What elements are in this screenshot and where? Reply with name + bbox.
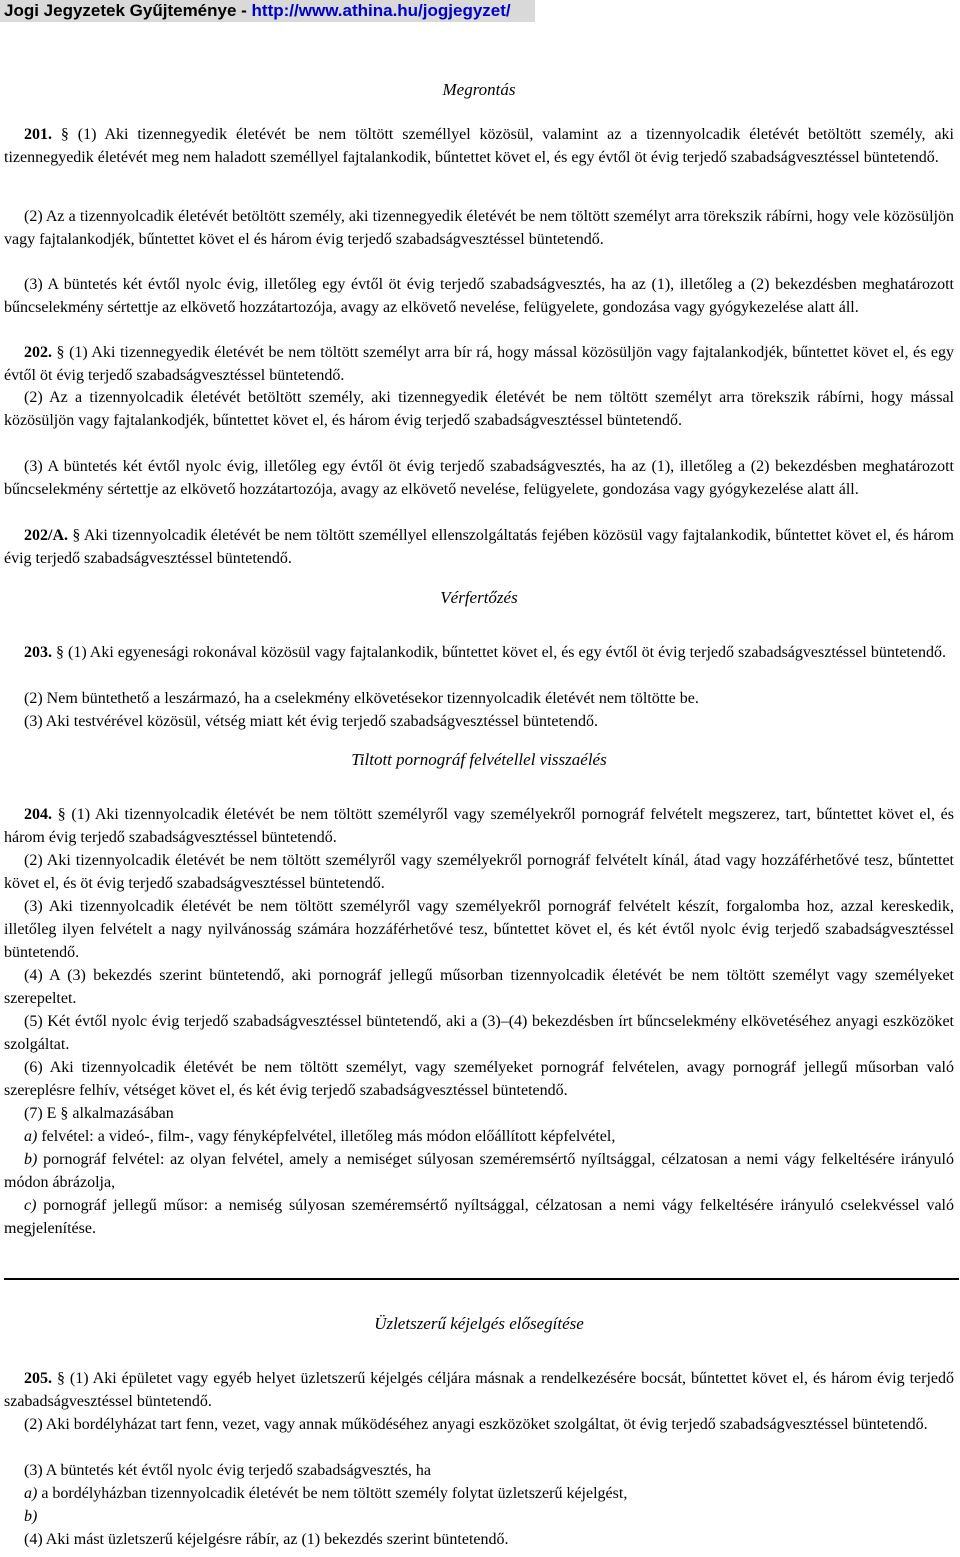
- list-text: pornográf felvétel: az olyan felvétel, amely a nemiséget súlyosan szeméremsértő nyíltsággal, célzatosan a nemi vágy felkeltésére irányuló módon ábrázolja,: [4, 1151, 954, 1191]
- paragraph-202-2: (2) Az a tizennyolcadik életévét betöltött személy, aki tizennegyedik életévét be nem töltött személyt arra törekszik rábírni, hogy mással közösüljön vagy fajtalankodjék, bűntettet követ el, és három évig terjedő szabadságvesztéssel büntetendő.: [4, 389, 954, 429]
- paragraph-text: § (1) Aki épületet vagy egyéb helyet üzletszerű kéjelgés céljára másnak a rendelkezésére bocsát, bűntettet követ el, és három évig terjedő szabadságvesztéssel büntetendő.: [4, 1370, 954, 1410]
- paragraph-204-5: (5) Két évtől nyolc évig terjedő szabadságvesztéssel büntetendő, aki a (3)–(4) bekezdésben írt bűncselekmény elkövetéséhez anyagi eszközöket szolgáltat.: [4, 1013, 954, 1053]
- section-number-201: 201.: [24, 126, 52, 143]
- list-label: a): [24, 1128, 38, 1145]
- paragraph-204-1: [4, 803, 954, 849]
- definition-204-b: [4, 1148, 954, 1194]
- paragraph-text: § (1) Aki tizennegyedik életévét be nem töltött személlyel közösül, valamint az a tizennyolcadik életévét betöltött személy, aki tizennegyedik életévét meg nem haladott személlyel fajtalankodik, bűntettet követ el, és egy évtől öt évig terjedő szabadságvesztéssel büntetendő.: [4, 126, 954, 166]
- list-label: a): [24, 1485, 38, 1502]
- paragraph-204-7: (7) E § alkalmazásában: [24, 1105, 174, 1122]
- paragraph-205-2: (2) Aki bordélyházat tart fenn, vezet, vagy annak működéséhez anyagi eszközöket szolgáltat, öt évig terjedő szabadságvesztéssel büntetendő.: [24, 1416, 928, 1433]
- paragraph-text: § (1) Aki tizennegyedik életévét be nem töltött személyt arra bír rá, hogy mással közösüljön vagy fajtalankodjék, bűntettet követ el, és egy évtől öt évig terjedő szabadságvesztéssel büntetendő.: [4, 344, 954, 384]
- page-header: [0, 0, 535, 22]
- list-text: a bordélyházban tizennyolcadik életévét be nem töltött személy folytat üzletszerű kéjelgést,: [37, 1485, 628, 1502]
- list-label: b): [24, 1508, 38, 1525]
- section-heading-pornograf: Tiltott pornográf felvétellel visszaélés: [351, 750, 607, 769]
- paragraph-201-2: (2) Az a tizennyolcadik életévét betöltött személy, aki tizennegyedik életévét be nem töltött személyt arra törekszik rábírni, hogy vele közösüljön vagy fajtalankodjék, bűntettet követ el és három évig terjedő szabadságvesztéssel büntetendő.: [4, 208, 954, 248]
- paragraph-201-1: [4, 123, 954, 169]
- paragraph-203-1: [4, 641, 954, 664]
- definition-205-b: [4, 1505, 954, 1528]
- paragraph-205-1: [4, 1367, 954, 1413]
- definition-205-a: [4, 1482, 954, 1505]
- paragraph-204-4: (4) A (3) bekezdés szerint büntetendő, aki pornográf jellegű műsorban tizennyolcadik életévét be nem töltött személyt vagy személyeket szerepeltet.: [4, 967, 954, 1007]
- paragraph-text: § Aki tizennyolcadik életévét be nem töltött személlyel ellenszolgáltatás fejében közösül vagy fajtalankodik, bűntettet követ el, és három évig terjedő szabadságvesztéssel büntetendő.: [4, 527, 954, 567]
- paragraph-203-2: (2) Nem büntethető a leszármazó, ha a cselekmény elkövetésekor tizennyolcadik életévét nem töltötte be.: [24, 690, 699, 707]
- list-text: felvétel: a videó-, film-, vagy fényképfelvétel, illetőleg más módon előállított képfelvétel,: [37, 1128, 616, 1145]
- header-site-name: Jogi Jegyzetek Gyűjteménye -: [4, 1, 252, 20]
- paragraph-205-3: (3) A büntetés két évtől nyolc évig terjedő szabadságvesztés, ha: [24, 1462, 431, 1479]
- paragraph-202-3: (3) A büntetés két évtől nyolc évig, illetőleg egy évtől öt évig terjedő szabadságvesztés, ha az (1), illetőleg a (2) bekezdésben meghatározott bűncselekmény sértettje az elkövető hozzátartozója, avagy az elkövető nevelése, felügyelete, gondozása vagy gyógykezelése alatt áll.: [4, 458, 954, 498]
- paragraph-text: § (1) Aki tizennyolcadik életévét be nem töltött személyről vagy személyekről pornográf felvételt megszerez, tart, bűntettet követ el, és három évig terjedő szabadságvesztéssel büntetendő.: [4, 806, 954, 846]
- list-label: b): [24, 1151, 38, 1168]
- section-heading-megrontas: Megrontás: [442, 80, 516, 99]
- section-heading-uzletszeru: Üzletszerű kéjelgés elősegítése: [374, 1314, 584, 1333]
- section-number-205: 205.: [24, 1370, 52, 1387]
- section-number-204: 204.: [24, 806, 52, 823]
- header-title: [4, 1, 511, 21]
- section-heading-verfertozes: Vérfertőzés: [440, 588, 518, 607]
- paragraph-202-1: [4, 341, 954, 387]
- section-number-202: 202.: [24, 344, 52, 361]
- section-number-203: 203.: [24, 644, 52, 661]
- horizontal-divider: [4, 1278, 959, 1280]
- paragraph-204-3: (3) Aki tizennyolcadik életévét be nem töltött személyről vagy személyekről pornográf felvételt készít, forgalomba hoz, azzal kereskedik, illetőleg ilyen felvételt a nagy nyilvánosság számára hozzáférhetővé tesz, bűntettet követ el, és két évtől nyolc évig terjedő szabadságvesztéssel büntetendő.: [4, 898, 954, 961]
- section-number-202a: 202/A.: [24, 527, 68, 544]
- paragraph-text: § (1) Aki egyenesági rokonával közösül vagy fajtalankodik, bűntettet követ el, és egy évtől öt évig terjedő szabadságvesztéssel büntetendő.: [52, 644, 946, 661]
- paragraph-201-3: (3) A büntetés két évtől nyolc évig, illetőleg egy évtől öt évig terjedő szabadságvesztés, ha az (1), illetőleg a (2) bekezdésben meghatározott bűncselekmény sértettje az elkövető hozzátartozója, avagy az elkövető nevelése, felügyelete, gondozása vagy gyógykezelése alatt áll.: [4, 276, 954, 316]
- paragraph-204-2: (2) Aki tizennyolcadik életévét be nem töltött személyről vagy személyekről pornográf felvételt kínál, átad vagy hozzáférhetővé tesz, bűntettet követ el, és öt évig terjedő szabadságvesztéssel büntetendő.: [4, 852, 954, 892]
- paragraph-205-4: (4) Aki mást üzletszerű kéjelgésre rábír, az (1) bekezdés szerint büntetendő.: [24, 1531, 509, 1548]
- header-url-link[interactable]: http://www.athina.hu/jogjegyzet/: [251, 1, 511, 20]
- list-label: c): [24, 1197, 37, 1214]
- definition-204-a: [4, 1125, 954, 1148]
- paragraph-204-6: (6) Aki tizennyolcadik életévét be nem töltött személyt, vagy személyeket pornográf felvételen, avagy pornográf jellegű műsorban való szereplésre felhív, vétséget követ el, és két évig terjedő szabadságvesztéssel büntetendő.: [4, 1059, 954, 1099]
- list-text: pornográf jellegű műsor: a nemiség súlyosan szeméremsértő nyíltsággal, célzatosan a nemi vágy felkeltésére irányuló cselekvéssel való megjelenítése.: [4, 1197, 954, 1237]
- paragraph-203-3: (3) Aki testvérével közösül, vétség miatt két évig terjedő szabadságvesztéssel büntetendő.: [24, 713, 599, 730]
- paragraph-202a: [4, 524, 954, 570]
- definition-204-c: [4, 1194, 954, 1240]
